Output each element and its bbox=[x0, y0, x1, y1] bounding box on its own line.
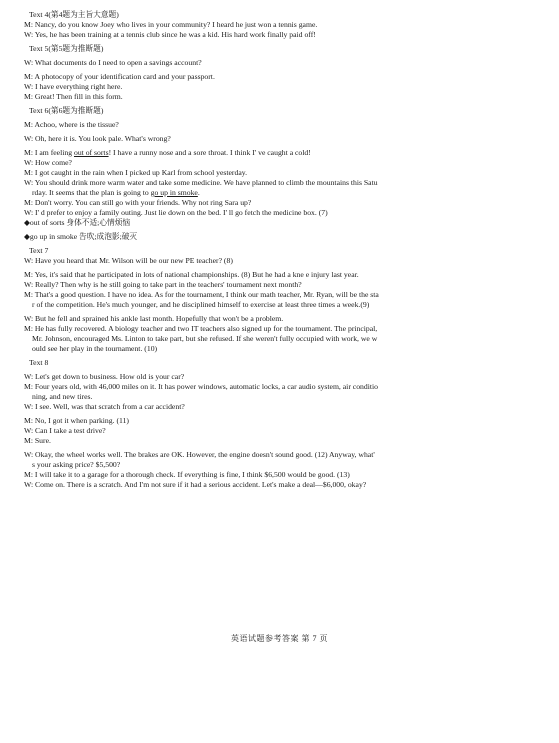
dialogue-line: M: Four years old, with 46,000 miles on it. It has power windows, automatic locks, a car audio system, air conditio bbox=[24, 382, 378, 391]
text-6-section bbox=[24, 106, 536, 242]
section-title: Text 4(第4题为主旨大意题) bbox=[29, 10, 119, 19]
vocabulary-note: ◆out of sorts 身体不适;心情烦恼 bbox=[24, 218, 131, 227]
dialogue-line: W: Come on. There is a scratch. And I'm not sure if it had a serious accident. Let's make a deal—$6,000, okay? bbox=[24, 480, 367, 489]
dialogue-continuation: ning, and new tires. bbox=[32, 392, 93, 401]
text-4-section bbox=[24, 10, 536, 40]
underlined-phrase: out of sorts bbox=[73, 148, 109, 157]
dialogue-line: M: No, I got it when parking. (11) bbox=[24, 416, 129, 425]
dialogue-line: M: Nancy, do you know Joey who lives in your community? I heard he just won a tennis game. bbox=[24, 20, 318, 29]
section-title: Text 7 bbox=[29, 246, 49, 255]
underlined-phrase: go up in smoke bbox=[150, 188, 198, 197]
page-footer: 英语试题参考答案 第 7 页 bbox=[231, 634, 328, 643]
dialogue-line: M: I got caught in the rain when I picked up Karl from school yesterday. bbox=[24, 168, 248, 177]
dialogue-line: M: A photocopy of your identification card and your passport. bbox=[24, 72, 215, 81]
dialogue-line: W: I see. Well, was that scratch from a car accident? bbox=[24, 402, 185, 411]
dialogue-line: W: Can I take a test drive? bbox=[24, 426, 106, 435]
text-run: rday. It seems that the plan is going to bbox=[32, 188, 151, 197]
dialogue-line: W: I have everything right here. bbox=[24, 82, 123, 91]
dialogue-line: M: He has fully recovered. A biology teacher and two IT teachers also signed up for the tournament. The principal, bbox=[24, 324, 378, 333]
text-run: . bbox=[197, 188, 200, 197]
dialogue-continuation: ould see her play in the tournament. (10) bbox=[32, 344, 158, 353]
vocabulary-note: ◆go up in smoke 告吹;成泡影;破灭 bbox=[24, 232, 138, 241]
dialogue-continuation: r of the competition. He's much younger, and he disciplined himself to exercise at least three times a week.(9) bbox=[32, 300, 370, 309]
dialogue-continuation: s your asking price? $5,500? bbox=[32, 460, 121, 469]
dialogue-line: M: Achoo, where is the tissue? bbox=[24, 120, 119, 129]
dialogue-line: W: Yes, he has been training at a tennis club since he was a kid. His hard work finally paid off! bbox=[24, 30, 316, 39]
dialogue-line: W: Have you heard that Mr. Wilson will be our new PE teacher? (8) bbox=[24, 256, 233, 265]
section-title: Text 6(第6题为推断题) bbox=[29, 106, 104, 115]
dialogue-line: W: How come? bbox=[24, 158, 72, 167]
dialogue-line: W: But he fell and sprained his ankle last month. Hopefully that won't be a problem. bbox=[24, 314, 284, 323]
section-title: Text 5(第5题为推断题) bbox=[29, 44, 104, 53]
dialogue-line: W: You should drink more warm water and take some medicine. We have planned to climb the mountains this Satu bbox=[24, 178, 378, 187]
dialogue-line: M: Yes, it's said that he participated in lots of national championships. (8) But he had a kne e injury last year. bbox=[24, 270, 359, 279]
dialogue-line: W: Oh, here it is. You look pale. What's wrong? bbox=[24, 134, 171, 143]
dialogue-line: W: What documents do I need to open a savings account? bbox=[24, 58, 202, 67]
text-8-section bbox=[24, 358, 536, 490]
text-7-section bbox=[24, 246, 536, 354]
section-title: Text 8 bbox=[29, 358, 49, 367]
dialogue-line: W: Okay, the wheel works well. The brakes are OK. However, the engine doesn't sound good. (12) Anyway, what' bbox=[24, 450, 375, 459]
dialogue-continuation: Mr. Johnson, encouraged Ms. Linton to take part, but she refused. If she weren't fully occupied with work, we w bbox=[32, 334, 378, 343]
dialogue-line: M: Great! Then fill in this form. bbox=[24, 92, 123, 101]
dialogue-line: W: Really? Then why is he still going to take part in the teachers' tournament next month? bbox=[24, 280, 302, 289]
dialogue-line: M: Don't worry. You can still go with your friends. Why not ring Sara up? bbox=[24, 198, 252, 207]
dialogue-line: W: Let's get down to business. How old is your car? bbox=[24, 372, 185, 381]
answer-key-page bbox=[24, 10, 536, 494]
dialogue-line bbox=[24, 148, 536, 158]
dialogue-line: M: I will take it to a garage for a thorough check. If everything is fine, I think $6,500 would be good. (13) bbox=[24, 470, 350, 479]
dialogue-line: M: Sure. bbox=[24, 436, 51, 445]
dialogue-continuation bbox=[24, 188, 536, 198]
text-5-section bbox=[24, 44, 536, 102]
dialogue-line: M: That's a good question. I have no idea. As for the tournament, I think our math teacher, Mr. Ryan, will be the sta bbox=[24, 290, 379, 299]
text-run: ! I have a runny nose and a sore throat. I think I' ve caught a cold! bbox=[108, 148, 311, 157]
text-run: M: I am feeling bbox=[24, 148, 74, 157]
dialogue-line: W: I' d prefer to enjoy a family outing. Just lie down on the bed. I' ll go fetch the medicine box. (7) bbox=[24, 208, 328, 217]
